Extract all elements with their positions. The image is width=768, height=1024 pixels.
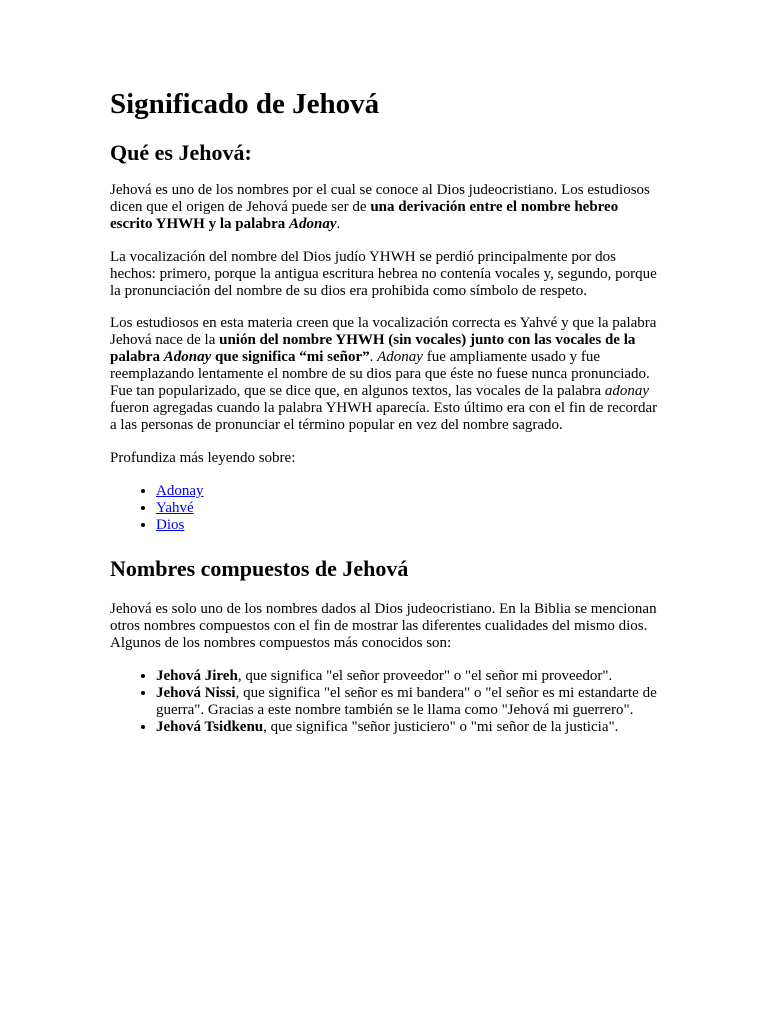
page-title: Significado de Jehová bbox=[110, 88, 380, 120]
italic-bold-text: Adonay bbox=[289, 215, 337, 232]
bold-text: una derivación entre el nombre hebreo escrito YHWH y la palabra bbox=[110, 198, 619, 232]
italic-text: Adonay bbox=[377, 349, 423, 366]
compound-name-desc: , que significa "el señor proveedor" o "el señor mi proveedor". bbox=[237, 668, 613, 685]
compound-name-desc: , que significa "señor justiciero" o "mi señor de la justicia". bbox=[263, 718, 619, 735]
section-heading-nombres-compuestos: Nombres compuestos de Jehová bbox=[110, 556, 409, 582]
text-run: fue ampliamente usado y fue reemplazando lentamente el nombre de su dios para que éste no fuese nunca pronunciado. Fue tan popularizado, que se dice que, en algunos textos, las vocales de la palabra bbox=[110, 349, 650, 400]
bold-text: unión del nombre YHWH (sin vocales) junto con las vocales de la palabra bbox=[110, 332, 636, 366]
text-run: Jehová es uno de los nombres por el cual se conoce al Dios judeocristiano. Los estudiosos dicen que el origen de Jehová puede ser de bbox=[110, 182, 650, 215]
paragraph-estudiosos bbox=[110, 315, 660, 433]
section-heading-que-es: Qué es Jehová: bbox=[110, 140, 252, 165]
text-run: Los estudiosos en esta materia creen que la vocalización correcta es Yahvé y que la palabra Jehová nace de la bbox=[110, 315, 657, 349]
link-yahve[interactable]: Yahvé bbox=[156, 499, 194, 516]
paragraph-vocalizacion: La vocalización del nombre del Dios judío YHWH se perdió principalmente por dos hechos: primero, porque la antigua escritura hebrea no contenía vocales y, segundo, porque la pronunciación del nombre de su dios era prohibida como símbolo de respeto. bbox=[110, 248, 657, 299]
paragraph-profundiza: Profundiza más leyendo sobre: bbox=[110, 449, 296, 466]
list-item bbox=[156, 685, 660, 719]
bold-text: que significa “mi señor” bbox=[211, 349, 370, 366]
compound-name: Jehová Tsidkenu bbox=[156, 718, 264, 735]
list-item bbox=[156, 668, 660, 685]
list-item bbox=[156, 719, 660, 736]
link-adonay[interactable]: Adonay bbox=[156, 482, 204, 499]
link-dios[interactable]: Dios bbox=[156, 516, 185, 533]
compound-name: Jehová Jireh bbox=[156, 668, 238, 685]
compound-names-list bbox=[110, 668, 660, 736]
paragraph-nombres-intro: Jehová es solo uno de los nombres dados al Dios judeocristiano. En la Biblia se mencionan otros nombres compuestos con el fin de mostrar las diferentes cualidades del mismo dios. Algunos de los nombres compuestos más conocidos son: bbox=[110, 601, 657, 652]
list-item bbox=[156, 517, 660, 534]
compound-name: Jehová Nissi bbox=[156, 685, 236, 702]
italic-text: adonay bbox=[604, 383, 650, 400]
compound-name-desc: , que significa "el señor es mi bandera" o "el señor es mi estandarte de guerra". Gracias a este nombre también se le llama como "Jehová mi guerrero". bbox=[156, 685, 657, 718]
list-item bbox=[156, 500, 660, 517]
document-page bbox=[110, 86, 660, 736]
text-run: . bbox=[336, 215, 341, 232]
related-links-list bbox=[110, 483, 660, 534]
paragraph-origen bbox=[110, 182, 660, 233]
list-item bbox=[156, 483, 660, 500]
text-run: . bbox=[369, 349, 378, 366]
italic-bold-text: Adonay bbox=[163, 349, 212, 366]
text-run: fueron agregadas cuando la palabra YHWH aparecía. Esto último era con el fin de recordar a las personas de pronunciar el término popular en vez del nombre sagrado. bbox=[110, 399, 658, 433]
